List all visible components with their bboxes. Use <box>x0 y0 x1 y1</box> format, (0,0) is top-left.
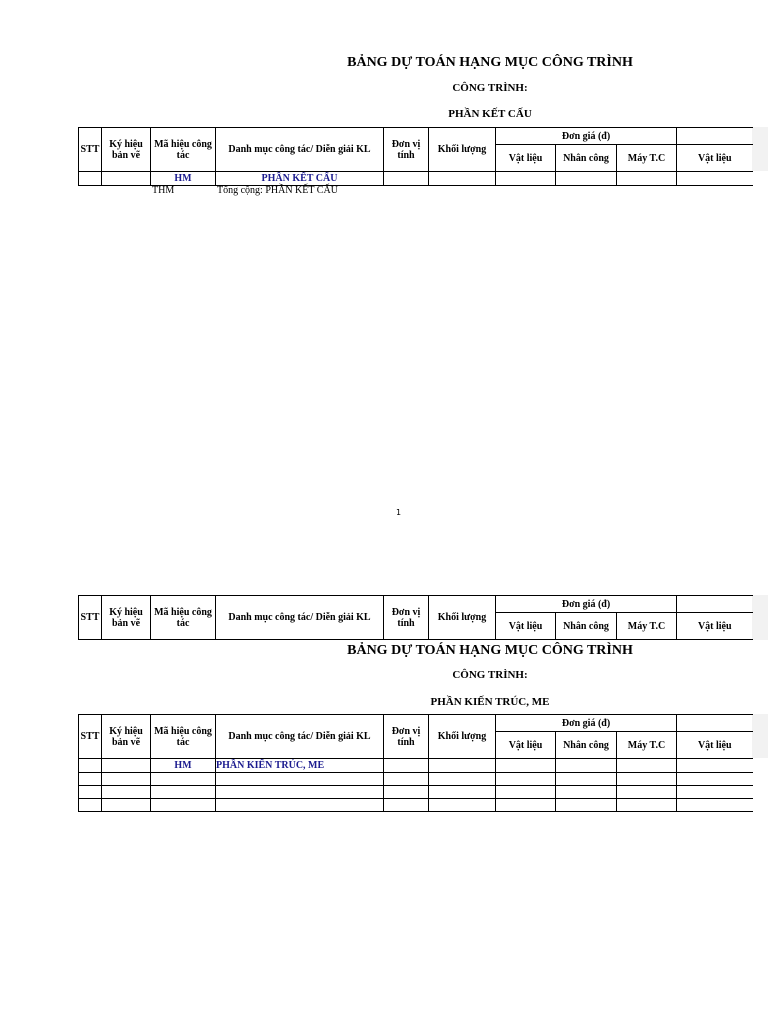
section1-title: BẢNG DỰ TOÁN HẠNG MỤC CÔNG TRÌNH <box>347 55 633 70</box>
header-may: Máy T.C <box>617 732 677 759</box>
table-cell <box>429 172 496 186</box>
header-kyhieu: Ký hiệu bản vẽ <box>102 596 151 640</box>
table-cell <box>151 773 216 786</box>
header-shade <box>752 714 768 758</box>
section2-phan: PHẦN KIẾN TRÚC, ME <box>430 696 550 708</box>
table-cell <box>677 172 753 186</box>
table-cell <box>102 172 151 186</box>
table-cell <box>384 172 429 186</box>
table-cell <box>79 786 102 799</box>
table-cell <box>617 759 677 773</box>
table-cell <box>79 172 102 186</box>
header-donvi: Đơn vị tính <box>384 715 429 759</box>
header-donvi: Đơn vị tính <box>384 596 429 640</box>
table-cell <box>384 759 429 773</box>
table-cell <box>496 786 556 799</box>
header-dongia: Đơn giá (đ) <box>496 128 677 145</box>
table-cell <box>677 773 753 786</box>
header-vatlieu: Vật liệu <box>496 145 556 172</box>
header-kyhieu: Ký hiệu bản vẽ <box>102 715 151 759</box>
header-danhmuc: Danh mục công tác/ Diễn giải KL <box>216 128 384 172</box>
table-cell <box>556 773 617 786</box>
table-cell <box>429 759 496 773</box>
table-cell <box>216 799 384 812</box>
row-code: HM <box>151 759 216 773</box>
table-cell <box>556 759 617 773</box>
header-nhancong: Nhân công <box>556 613 617 640</box>
page-number: 1 <box>396 508 402 517</box>
table-cell <box>429 773 496 786</box>
table-cell <box>216 786 384 799</box>
table-cell <box>617 786 677 799</box>
table-cell <box>102 759 151 773</box>
table-cell <box>151 786 216 799</box>
table-cell <box>429 799 496 812</box>
table-cell <box>79 773 102 786</box>
table-cell <box>617 172 677 186</box>
table-cell <box>151 799 216 812</box>
table-cell <box>496 759 556 773</box>
header-danhmuc: Danh mục công tác/ Diễn giải KL <box>216 715 384 759</box>
table-cell <box>556 172 617 186</box>
header-nhancong: Nhân công <box>556 145 617 172</box>
table-cell <box>496 799 556 812</box>
header-blank <box>677 128 753 145</box>
table-cell <box>496 172 556 186</box>
table-cell <box>102 786 151 799</box>
row-name: PHẦN KIẾN TRÚC, ME <box>216 759 384 773</box>
table-cell <box>429 786 496 799</box>
header-vatlieu2: Vật liệu <box>677 732 753 759</box>
table-cell <box>384 773 429 786</box>
section2-congtrinh: CÔNG TRÌNH: <box>452 669 528 681</box>
header-mahieu: Mã hiệu công tác <box>151 128 216 172</box>
table-cell <box>677 799 753 812</box>
table-cell <box>677 786 753 799</box>
row-name: PHẦN KẾT CẤU <box>216 172 384 186</box>
header-vatlieu: Vật liệu <box>496 613 556 640</box>
header-may: Máy T.C <box>617 145 677 172</box>
section2-title: BẢNG DỰ TOÁN HẠNG MỤC CÔNG TRÌNH <box>347 643 633 658</box>
total-code: THM <box>152 185 175 196</box>
table-cell <box>216 773 384 786</box>
header-shade <box>752 127 768 171</box>
header-shade <box>752 595 768 640</box>
header-kyhieu: Ký hiệu bản vẽ <box>102 128 151 172</box>
section1-phan: PHẦN KẾT CẤU <box>448 108 532 120</box>
header-nhancong: Nhân công <box>556 732 617 759</box>
header-stt: STT <box>79 596 102 640</box>
table-cell <box>556 799 617 812</box>
header-may: Máy T.C <box>617 613 677 640</box>
section2-table <box>78 714 753 812</box>
header-mahieu: Mã hiệu công tác <box>151 596 216 640</box>
table-cell <box>102 799 151 812</box>
table-cell <box>617 799 677 812</box>
header-vatlieu: Vật liệu <box>496 732 556 759</box>
header-dongia: Đơn giá (đ) <box>496 715 677 732</box>
section1-congtrinh: CÔNG TRÌNH: <box>452 82 528 94</box>
table-cell <box>79 759 102 773</box>
total-label: Tổng cộng: PHẦN KẾT CẤU <box>217 185 338 196</box>
header-donvi: Đơn vị tính <box>384 128 429 172</box>
header-blank <box>677 715 753 732</box>
table-cell <box>79 799 102 812</box>
header-stt: STT <box>79 128 102 172</box>
header-danhmuc: Danh mục công tác/ Diễn giải KL <box>216 596 384 640</box>
header-vatlieu2: Vật liệu <box>677 145 753 172</box>
header-khoiluong: Khối lượng <box>429 715 496 759</box>
table-cell <box>556 786 617 799</box>
header-khoiluong: Khối lượng <box>429 596 496 640</box>
table-cell <box>102 773 151 786</box>
repeat-header-table <box>78 595 753 640</box>
header-mahieu: Mã hiệu công tác <box>151 715 216 759</box>
table-cell <box>677 759 753 773</box>
table-cell <box>384 786 429 799</box>
section1-table <box>78 127 753 186</box>
table-cell <box>617 773 677 786</box>
table-cell <box>384 799 429 812</box>
header-khoiluong: Khối lượng <box>429 128 496 172</box>
header-dongia: Đơn giá (đ) <box>496 596 677 613</box>
table-cell <box>496 773 556 786</box>
header-stt: STT <box>79 715 102 759</box>
row-code: HM <box>151 172 216 186</box>
header-blank <box>677 596 753 613</box>
header-vatlieu2: Vật liệu <box>677 613 753 640</box>
